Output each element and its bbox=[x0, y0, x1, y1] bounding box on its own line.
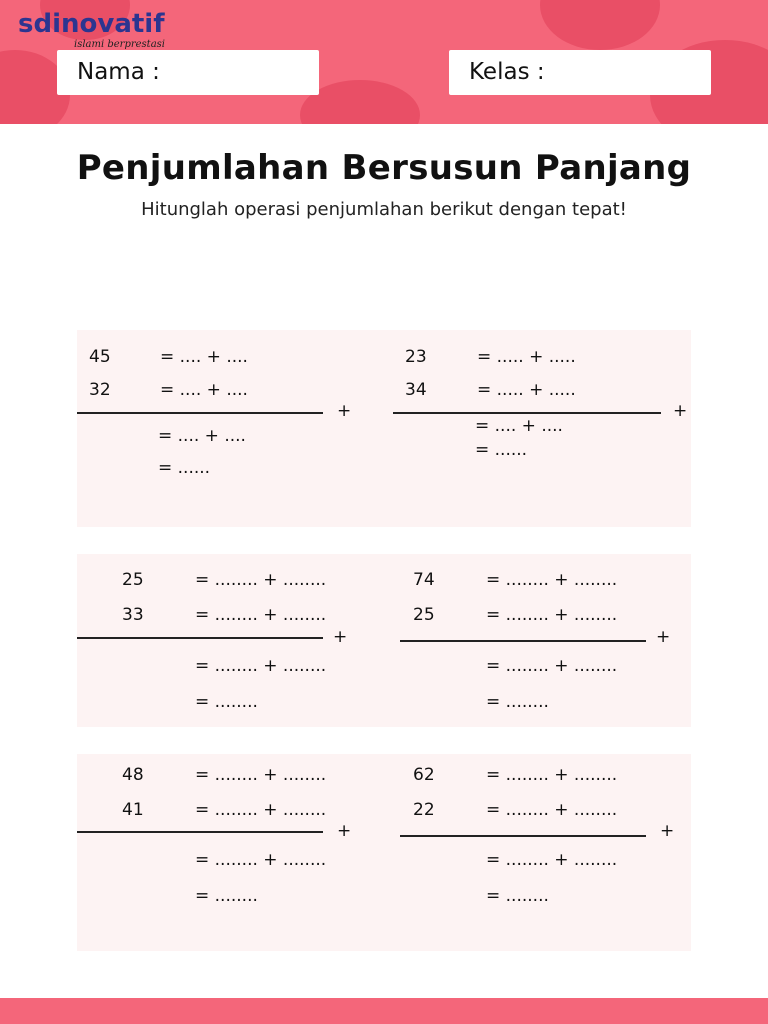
answer-row[interactable]: = ........ bbox=[486, 886, 549, 906]
sum-line bbox=[393, 412, 661, 414]
expand-row-a[interactable]: = ..... + ..... bbox=[477, 347, 576, 367]
expand-row-sum[interactable]: = ........ + ........ bbox=[195, 850, 327, 870]
addend-a: 23 bbox=[405, 347, 427, 367]
expand-row-b[interactable]: = ........ + ........ bbox=[486, 605, 618, 625]
logo-text: sdinovatif bbox=[18, 9, 165, 39]
logo-tagline: islami berprestasi bbox=[74, 39, 165, 50]
page-subtitle: Hitunglah operasi penjumlahan berikut dengan tepat! bbox=[141, 199, 627, 220]
plus-sign: + bbox=[333, 627, 348, 647]
plus-sign: + bbox=[660, 821, 675, 841]
expand-row-sum[interactable]: = ........ + ........ bbox=[486, 656, 618, 676]
expand-row-sum[interactable]: = .... + .... bbox=[158, 426, 246, 446]
name-label: Nama : bbox=[77, 59, 160, 85]
plus-sign: + bbox=[656, 627, 671, 647]
expand-row-a[interactable]: = ........ + ........ bbox=[195, 765, 327, 785]
sum-line bbox=[400, 640, 646, 642]
sum-line bbox=[77, 412, 323, 414]
expand-row-sum[interactable]: = ........ + ........ bbox=[195, 656, 327, 676]
addend-a: 74 bbox=[413, 570, 435, 590]
expand-row-b[interactable]: = ........ + ........ bbox=[195, 605, 327, 625]
addend-b: 34 bbox=[405, 380, 427, 400]
addend-a: 25 bbox=[122, 570, 144, 590]
decor-blob bbox=[540, 0, 660, 50]
expand-row-b[interactable]: = .... + .... bbox=[160, 380, 248, 400]
footer-bar bbox=[0, 998, 768, 1024]
answer-row[interactable]: = ........ bbox=[195, 692, 258, 712]
addend-a: 48 bbox=[122, 765, 144, 785]
class-field[interactable] bbox=[449, 50, 711, 95]
expand-row-b[interactable]: = ........ + ........ bbox=[486, 800, 618, 820]
addend-b: 25 bbox=[413, 605, 435, 625]
plus-sign: + bbox=[337, 821, 352, 841]
logo bbox=[18, 9, 165, 50]
expand-row-a[interactable]: = ........ + ........ bbox=[195, 570, 327, 590]
plus-sign: + bbox=[337, 401, 352, 421]
answer-row[interactable]: = ........ bbox=[486, 692, 549, 712]
expand-row-sum[interactable]: = ........ + ........ bbox=[486, 850, 618, 870]
name-field[interactable] bbox=[57, 50, 319, 95]
header-banner bbox=[0, 0, 768, 124]
addend-b: 33 bbox=[122, 605, 144, 625]
expand-row-b[interactable]: = ..... + ..... bbox=[477, 380, 576, 400]
sum-line bbox=[77, 831, 323, 833]
addend-a: 45 bbox=[89, 347, 111, 367]
expand-row-sum[interactable]: = .... + .... bbox=[475, 416, 563, 436]
page-title: Penjumlahan Bersusun Panjang bbox=[76, 148, 692, 188]
sum-line bbox=[77, 637, 323, 639]
expand-row-a[interactable]: = ........ + ........ bbox=[486, 765, 618, 785]
answer-row[interactable]: = ........ bbox=[195, 886, 258, 906]
addend-b: 32 bbox=[89, 380, 111, 400]
addend-b: 41 bbox=[122, 800, 144, 820]
sum-line bbox=[400, 835, 646, 837]
addend-a: 62 bbox=[413, 765, 435, 785]
class-label: Kelas : bbox=[469, 59, 545, 85]
addend-b: 22 bbox=[413, 800, 435, 820]
expand-row-a[interactable]: = .... + .... bbox=[160, 347, 248, 367]
expand-row-a[interactable]: = ........ + ........ bbox=[486, 570, 618, 590]
plus-sign: + bbox=[673, 401, 688, 421]
answer-row[interactable]: = ...... bbox=[158, 458, 211, 478]
expand-row-b[interactable]: = ........ + ........ bbox=[195, 800, 327, 820]
answer-row[interactable]: = ...... bbox=[475, 440, 528, 460]
